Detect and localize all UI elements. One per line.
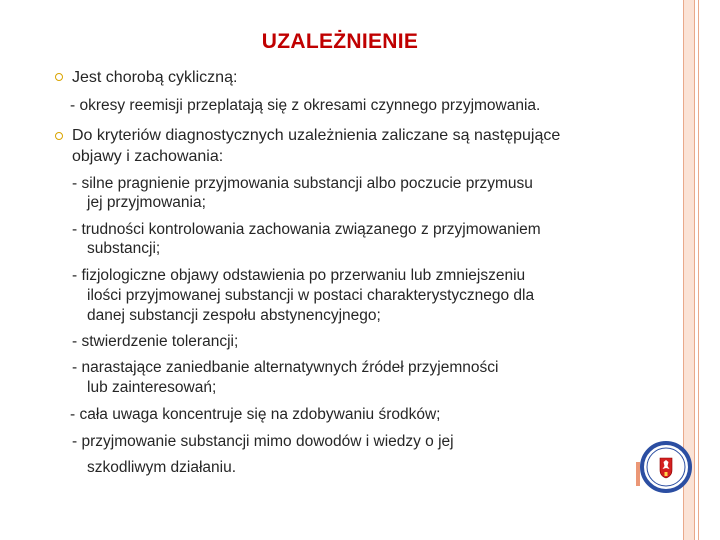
sub-item-1-line-1: - silne pragnienie przyjmowania substancji albo poczucie przymusu (72, 175, 533, 192)
bullet-icon (55, 73, 63, 81)
frame-line (698, 0, 699, 540)
sub-item-4-line-1: - stwierdzenie tolerancji; (72, 333, 239, 350)
bullet-2-line-2: objawy i zachowania: (72, 148, 224, 165)
sub-item-2-line-2: substancji; (87, 240, 161, 257)
sub-item-3-line-2: ilości przyjmowanej substancji w postaci charakterystycznego dla (87, 287, 535, 304)
bullet-1-text: Jest chorobą cykliczną: (72, 69, 238, 86)
frame-line (694, 0, 695, 540)
sub-item-6-line-1: - cała uwaga koncentruje się na zdobywaniu środków; (70, 406, 441, 423)
sub-item-2-line-1: - trudności kontrolowania zachowania związanego z przyjmowaniem (72, 221, 541, 238)
sub-item-7-line-1: - przyjmowanie substancji mimo dowodów i wiedzy o jej (72, 433, 454, 450)
bullet-2-line-1: Do kryteriów diagnostycznych uzależnienia zaliczane są następujące (72, 127, 561, 144)
sub-item-1-line-2: jej przyjmowania; (87, 194, 206, 211)
bullet-1-sub-1: - okresy reemisji przeplatają się z okresami czynnego przyjmowania. (70, 97, 541, 114)
fire-service-emblem-icon (640, 441, 692, 493)
sub-item-5-line-2: lub zainteresowań; (87, 379, 217, 396)
sub-item-3-line-1: - fizjologiczne objawy odstawienia po przerwaniu lub zmniejszeniu (72, 267, 526, 284)
bullet-icon (55, 132, 63, 140)
slide-title: UZALEŻNIENIE (261, 30, 419, 53)
sub-item-3-line-3: danej substancji zespołu abstynencyjnego; (87, 307, 381, 324)
sub-item-5-line-1: - narastające zaniedbanie alternatywnych źródeł przyjemności (72, 359, 499, 376)
sub-item-7-line-2: szkodliwym działaniu. (87, 459, 237, 476)
